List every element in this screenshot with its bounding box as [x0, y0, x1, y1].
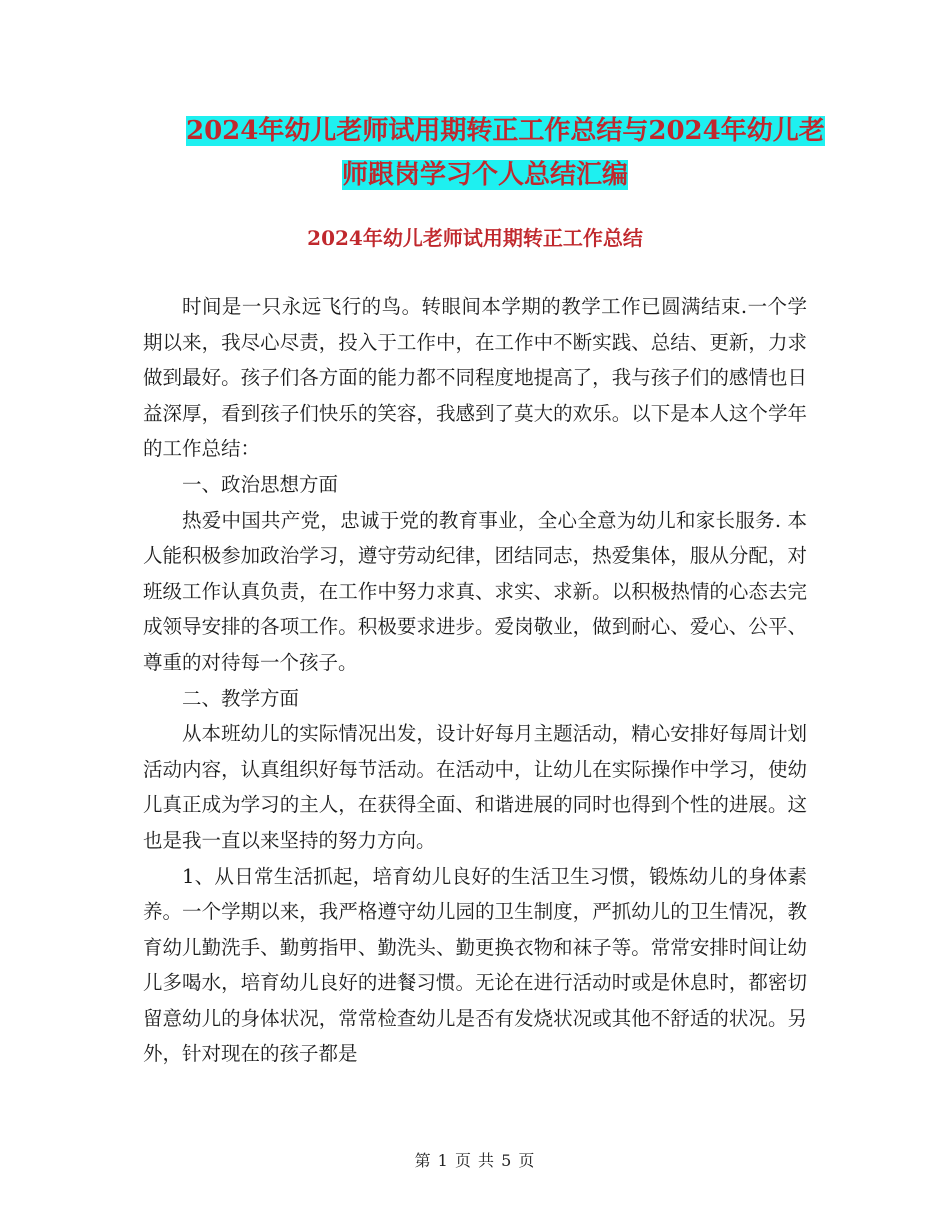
paragraph-politics: 热爱中国共产党，忠诚于党的教育事业，全心全意为幼儿和家长服务. 本人能积极参加政治学习，遵守劳动纪律，团结同志，热爱集体，服从分配，对班级工作认真负责，在工作中努力求真、求实、求新。以积极热情的心态去完成领导安排的各项工作。积极要求进步。爱岗敬业，做到耐心、爱心、公平、尊重的对待每一个孩子。: [143, 508, 807, 674]
paragraph-daily-life: 1、从日常生活抓起，培育幼儿良好的生活卫生习惯，锻炼幼儿的身体素养。一个学期以来，我严格遵守幼儿园的卫生制度，严抓幼儿的卫生情况，教育幼儿勤洗手、勤剪指甲、勤洗头、勤更换衣物和袜子等。常常安排时间让幼儿多喝水，培育幼儿良好的进餐习惯。无论在进行活动时或是休息时，都密切留意幼儿的身体状况，常常检查幼儿是否有发烧状况或其他不舒适的状况。另外，针对现在的孩子都是: [143, 864, 807, 1066]
document-body: [143, 289, 807, 1072]
page-footer: 第 1 页 共 5 页: [414, 1151, 536, 1170]
paragraph-teaching: 从本班幼儿的实际情况出发，设计好每月主题活动，精心安排好每周计划活动内容，认真组织好每节活动。在活动中，让幼儿在实际操作中学习，使幼儿真正成为学习的主人，在获得全面、和谐进展的同时也得到个性的进展。这也是我一直以来坚持的努力方向。: [143, 722, 807, 852]
document-title-line-2: 师跟岗学习个人总结汇编: [342, 160, 629, 190]
section-heading-teaching: 二、教学方面: [182, 686, 300, 710]
section-title: 2024年幼儿老师试用期转正工作总结: [307, 226, 643, 250]
section-heading-politics: 一、政治思想方面: [182, 472, 339, 496]
document-title-line-1: 2024年幼儿老师试用期转正工作总结与2024年幼儿老: [186, 116, 825, 146]
paragraph-intro: 时间是一只永远飞行的鸟。转眼间本学期的教学工作已圆满结束.一个学期以来，我尽心尽责，投入于工作中，在工作中不断实践、总结、更新，力求做到最好。孩子们各方面的能力都不同程度地提高了，我与孩子们的感情也日益深厚，看到孩子们快乐的笑容，我感到了莫大的欢乐。以下是本人这个学年的工作总结：: [143, 295, 807, 461]
